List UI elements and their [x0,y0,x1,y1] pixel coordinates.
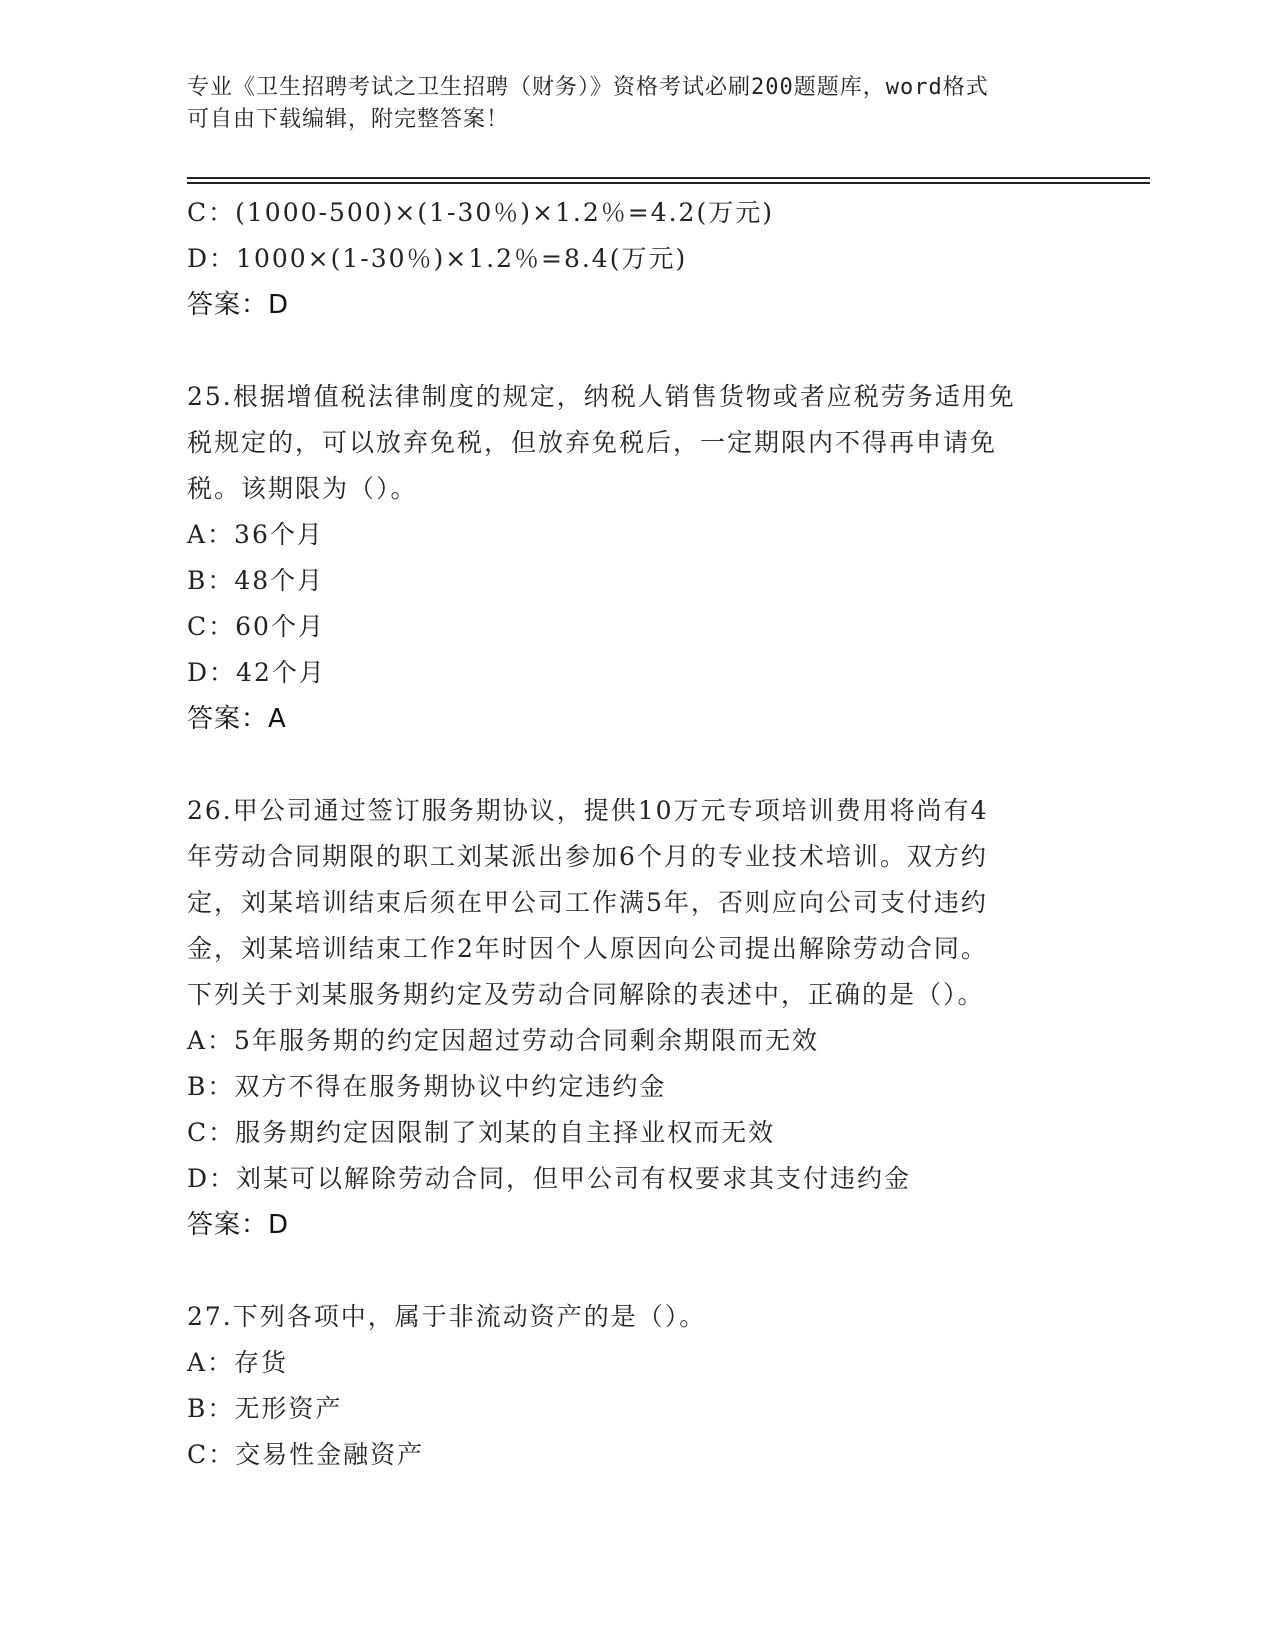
option-a: A：存货 [187,1348,289,1377]
option-c: C：交易性金融资产 [187,1440,425,1469]
document-body [187,190,1087,1478]
question-text-line: 定，刘某培训结束后须在甲公司工作满5年，否则应向公司支付违约 [187,888,988,917]
header-line-1: 专业《卫生招聘考试之卫生招聘（财务）》资格考试必刷200题题库，word格式 [187,75,989,100]
option-b: B：无形资产 [187,1394,343,1423]
answer-line: 答案：D [187,290,290,320]
question-text-line: 25.根据增值税法律制度的规定，纳税人销售货物或者应税劳务适用免 [187,382,1016,411]
question-24-tail [187,190,1087,328]
header-divider-bottom [187,182,1150,184]
question-text-line: 27.下列各项中，属于非流动资产的是（）。 [187,1302,707,1331]
option-c: C：服务期约定因限制了刘某的自主择业权而无效 [187,1118,776,1147]
option-c: C：60个月 [187,612,325,641]
question-26 [187,788,1087,1248]
header-divider-top [187,177,1150,179]
question-text-line: 税规定的，可以放弃免税，但放弃免税后，一定期限内不得再申请免 [187,428,998,457]
question-text-line: 税。该期限为（）。 [187,474,418,503]
question-text-line: 26.甲公司通过签订服务期协议，提供10万元专项培训费用将尚有4 [187,796,989,825]
answer-line: 答案：A [187,704,287,734]
question-text-line: 年劳动合同期限的职工刘某派出参加6个月的专业技术培训。双方约 [187,842,988,871]
option-a: A：5年服务期的约定因超过劳动合同剩余期限而无效 [187,1026,819,1055]
question-27 [187,1294,1087,1478]
option-d: D：42个月 [187,658,326,687]
question-25 [187,374,1087,742]
question-text-line: 下列关于刘某服务期约定及劳动合同解除的表述中，正确的是（）。 [187,980,985,1009]
option-b: B：48个月 [187,566,325,595]
header-line-2: 可自由下载编辑，附完整答案！ [187,107,510,132]
option-c: C：(1000-500)×(1-30％)×1.2％=4.2(万元) [187,198,774,227]
option-d: D：1000×(1-30％)×1.2％=8.4(万元) [187,244,688,273]
question-text-line: 金，刘某培训结束工作2年时因个人原因向公司提出解除劳动合同。 [187,934,988,963]
option-a: A：36个月 [187,520,324,549]
answer-line: 答案：D [187,1210,290,1240]
option-d: D：刘某可以解除劳动合同，但甲公司有权要求其支付违约金 [187,1164,912,1193]
document-header [187,72,1087,136]
option-b: B：双方不得在服务期协议中约定违约金 [187,1072,667,1101]
